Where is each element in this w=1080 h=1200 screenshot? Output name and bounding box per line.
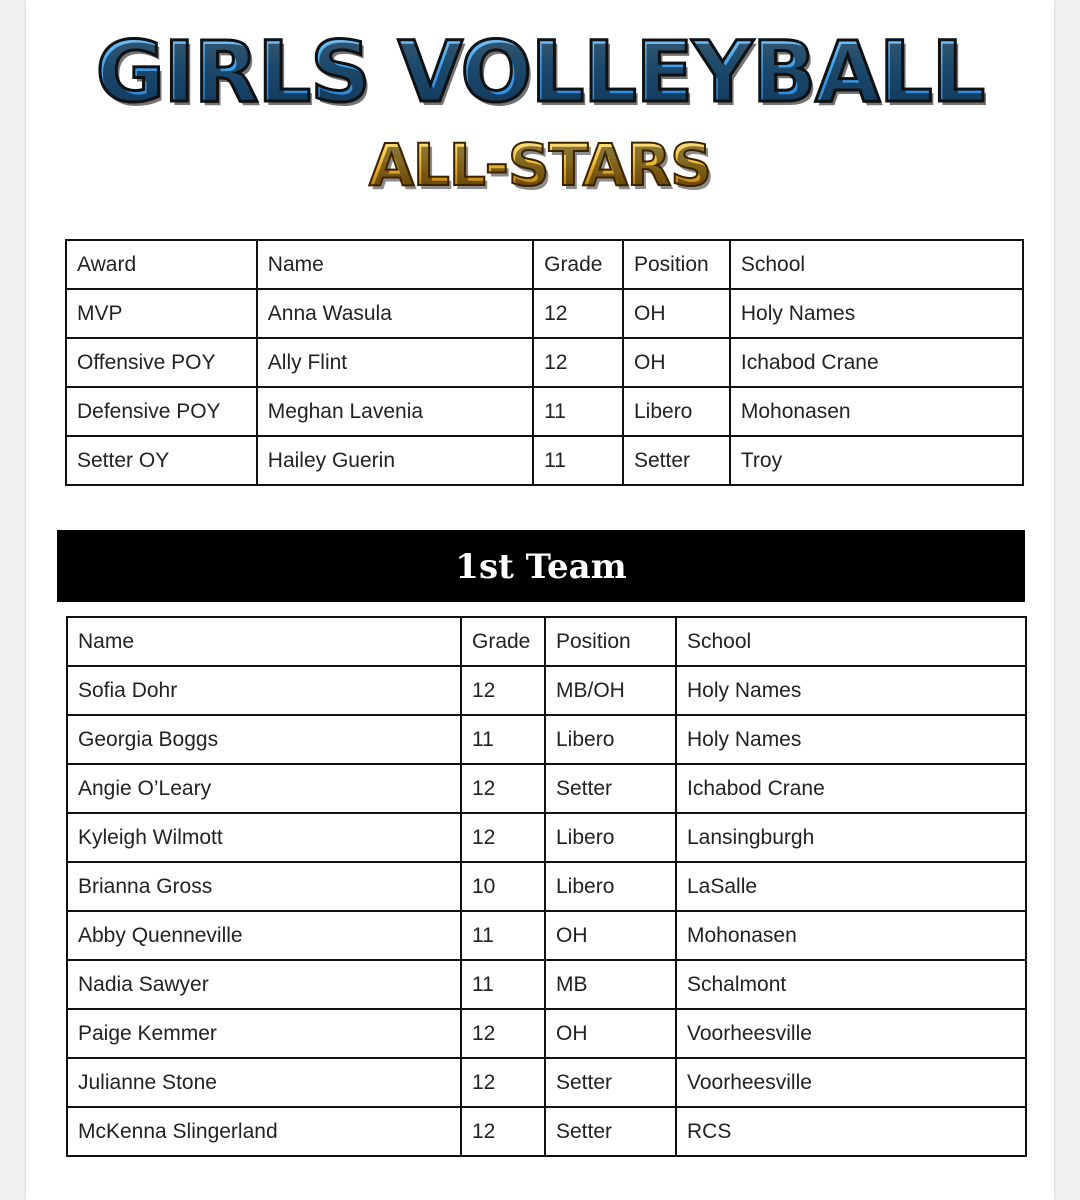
page-subtitle: ALL-STARS bbox=[0, 130, 1080, 200]
column-header: Name bbox=[67, 617, 461, 666]
grade-cell: 12 bbox=[461, 666, 545, 715]
grade-cell: 12 bbox=[461, 1058, 545, 1107]
name-cell: Paige Kemmer bbox=[67, 1009, 461, 1058]
position-cell: OH bbox=[623, 338, 730, 387]
grade-cell: 11 bbox=[461, 911, 545, 960]
school-cell: Mohonasen bbox=[676, 911, 1026, 960]
table-row bbox=[67, 813, 1026, 862]
school-cell: Ichabod Crane bbox=[730, 338, 1023, 387]
table-row bbox=[66, 436, 1023, 485]
award-cell: Offensive POY bbox=[66, 338, 257, 387]
table-row bbox=[67, 960, 1026, 1009]
column-header: Grade bbox=[461, 617, 545, 666]
school-cell: Schalmont bbox=[676, 960, 1026, 1009]
column-header: Grade bbox=[533, 240, 623, 289]
position-cell: MB bbox=[545, 960, 676, 1009]
column-header: Position bbox=[545, 617, 676, 666]
table-row bbox=[67, 764, 1026, 813]
table-header-row bbox=[66, 240, 1023, 289]
school-cell: Lansingburgh bbox=[676, 813, 1026, 862]
name-cell: Anna Wasula bbox=[257, 289, 533, 338]
table-row bbox=[67, 1107, 1026, 1156]
name-cell: Kyleigh Wilmott bbox=[67, 813, 461, 862]
position-cell: MB/OH bbox=[545, 666, 676, 715]
name-cell: Ally Flint bbox=[257, 338, 533, 387]
table-row bbox=[67, 715, 1026, 764]
grade-cell: 12 bbox=[461, 764, 545, 813]
column-header: School bbox=[676, 617, 1026, 666]
table-row bbox=[66, 387, 1023, 436]
award-cell: MVP bbox=[66, 289, 257, 338]
school-cell: Holy Names bbox=[676, 666, 1026, 715]
award-cell: Setter OY bbox=[66, 436, 257, 485]
position-cell: OH bbox=[545, 911, 676, 960]
table-header-row bbox=[67, 617, 1026, 666]
grade-cell: 11 bbox=[533, 387, 623, 436]
school-cell: LaSalle bbox=[676, 862, 1026, 911]
column-header: School bbox=[730, 240, 1023, 289]
table-row bbox=[66, 338, 1023, 387]
grade-cell: 11 bbox=[461, 715, 545, 764]
first-team-heading: 1st Team bbox=[57, 530, 1025, 602]
position-cell: OH bbox=[545, 1009, 676, 1058]
grade-cell: 12 bbox=[461, 1107, 545, 1156]
column-header: Name bbox=[257, 240, 533, 289]
school-cell: RCS bbox=[676, 1107, 1026, 1156]
name-cell: Nadia Sawyer bbox=[67, 960, 461, 1009]
name-cell: Julianne Stone bbox=[67, 1058, 461, 1107]
table-row bbox=[67, 911, 1026, 960]
name-cell: Hailey Guerin bbox=[257, 436, 533, 485]
name-cell: Georgia Boggs bbox=[67, 715, 461, 764]
position-cell: Libero bbox=[545, 813, 676, 862]
position-cell: Setter bbox=[545, 1058, 676, 1107]
school-cell: Voorheesville bbox=[676, 1009, 1026, 1058]
name-cell: Meghan Lavenia bbox=[257, 387, 533, 436]
table-row bbox=[67, 1009, 1026, 1058]
name-cell: McKenna Slingerland bbox=[67, 1107, 461, 1156]
document-page bbox=[26, 0, 1054, 1200]
grade-cell: 12 bbox=[461, 1009, 545, 1058]
first-team-table bbox=[66, 616, 1027, 1157]
grade-cell: 11 bbox=[533, 436, 623, 485]
school-cell: Ichabod Crane bbox=[676, 764, 1026, 813]
school-cell: Holy Names bbox=[730, 289, 1023, 338]
grade-cell: 11 bbox=[461, 960, 545, 1009]
position-cell: Setter bbox=[545, 1107, 676, 1156]
award-cell: Defensive POY bbox=[66, 387, 257, 436]
table-row bbox=[67, 862, 1026, 911]
column-header: Position bbox=[623, 240, 730, 289]
position-cell: Setter bbox=[545, 764, 676, 813]
position-cell: Libero bbox=[623, 387, 730, 436]
grade-cell: 12 bbox=[461, 813, 545, 862]
column-header: Award bbox=[66, 240, 257, 289]
grade-cell: 12 bbox=[533, 338, 623, 387]
page-title: GIRLS VOLLEYBALL bbox=[0, 22, 1080, 122]
position-cell: Setter bbox=[623, 436, 730, 485]
awards-table bbox=[65, 239, 1024, 486]
table-row bbox=[67, 1058, 1026, 1107]
name-cell: Brianna Gross bbox=[67, 862, 461, 911]
grade-cell: 12 bbox=[533, 289, 623, 338]
school-cell: Holy Names bbox=[676, 715, 1026, 764]
grade-cell: 10 bbox=[461, 862, 545, 911]
school-cell: Troy bbox=[730, 436, 1023, 485]
table-row bbox=[67, 666, 1026, 715]
name-cell: Abby Quenneville bbox=[67, 911, 461, 960]
name-cell: Sofia Dohr bbox=[67, 666, 461, 715]
position-cell: Libero bbox=[545, 715, 676, 764]
school-cell: Mohonasen bbox=[730, 387, 1023, 436]
school-cell: Voorheesville bbox=[676, 1058, 1026, 1107]
position-cell: OH bbox=[623, 289, 730, 338]
table-row bbox=[66, 289, 1023, 338]
name-cell: Angie O’Leary bbox=[67, 764, 461, 813]
position-cell: Libero bbox=[545, 862, 676, 911]
